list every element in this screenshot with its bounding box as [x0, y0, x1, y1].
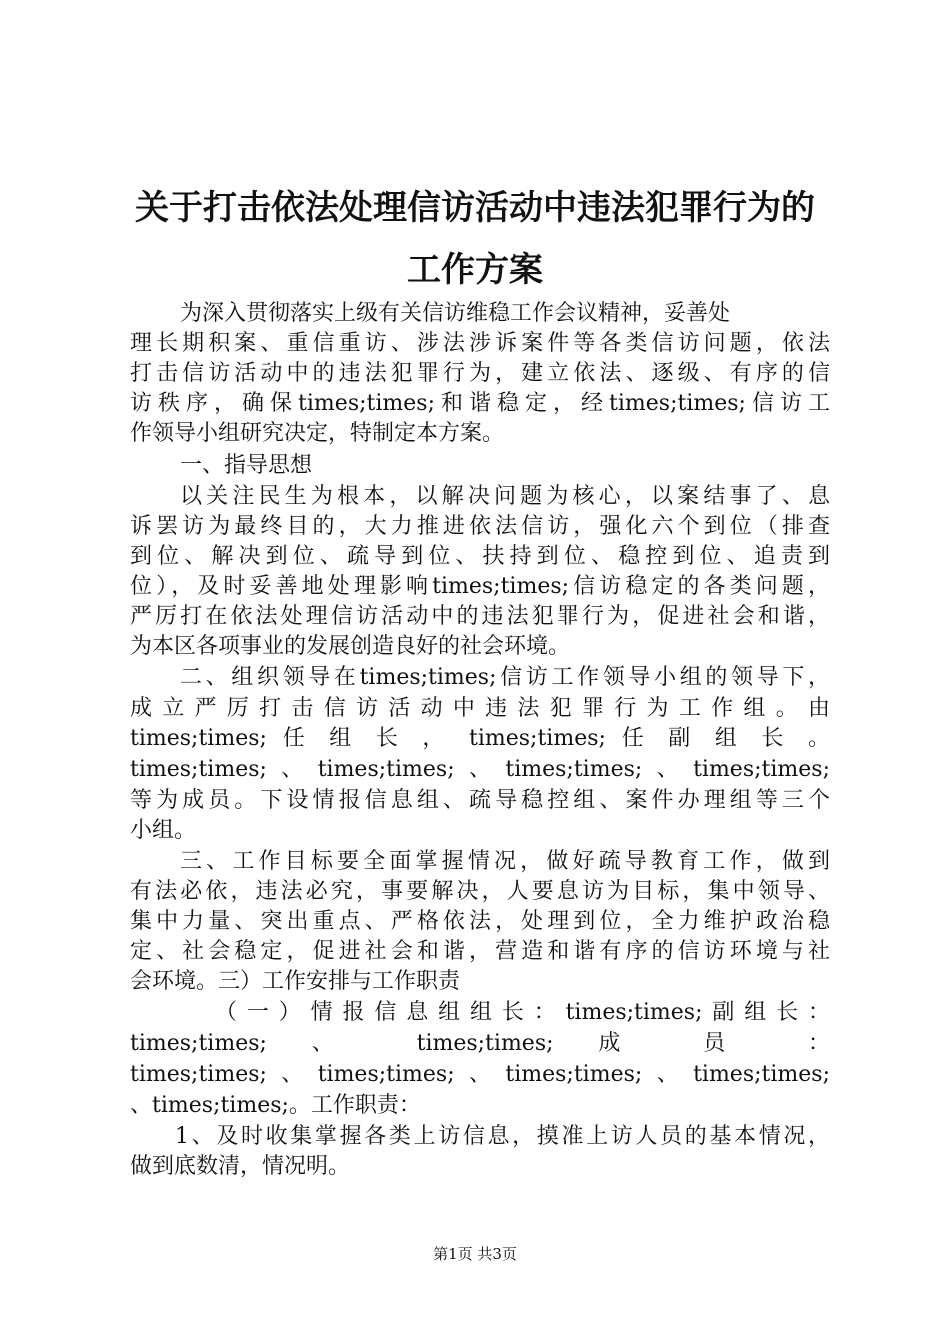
paragraph-line: 、times;times;。工作职责： [130, 1093, 421, 1118]
paragraph-line: 为深入贯彻落实上级有关信访维稳工作会议精神，妥善处 [180, 301, 731, 326]
paragraph-line: 等为成员。下设情报信息组、疏导稳控组、案件办理组等三个 [130, 788, 830, 813]
paragraph-line: 成立严厉打击信访活动中违法犯罪行为工作组。由 [130, 696, 830, 721]
section-heading: 一、指导思想 [180, 453, 313, 478]
paragraph-line: 有法必依，违法必究，事要解决，人要息访为目标，集中领导、 [130, 879, 830, 904]
document-title-line-1: 关于打击依法处理信访活动中违法犯罪行为的 [135, 188, 815, 228]
paragraph-line: 会环境。三）工作安排与工作职责 [130, 969, 461, 994]
page-footer: 第1页 共3页 [433, 1245, 517, 1263]
paragraph-line: （一）情报信息组组长：times;times;副组长： [215, 1000, 830, 1025]
paragraph-line: 打击信访活动中的违法犯罪行为，建立依法、逐级、有序的信 [130, 361, 830, 386]
paragraph-line: 严厉打在依法处理信访活动中的违法犯罪行为，促进社会和谐， [130, 604, 830, 629]
paragraph-line: 理长期积案、重信重访、涉法涉诉案件等各类信访问题，依法 [130, 331, 830, 356]
paragraph-line: 三、工作目标要全面掌握情况，做好疏导教育工作，做到 [180, 849, 830, 874]
paragraph-line: times;times; 、 times;times; 成 员 ： [130, 1031, 830, 1056]
paragraph-line: 小组。 [130, 818, 197, 843]
paragraph-line: 位），及时妥善地处理影响times;times;信访稳定的各类问题， [130, 574, 830, 599]
paragraph-line: 作领导小组研究决定，特制定本方案。 [130, 421, 505, 446]
paragraph-line: times;times;、times;times;、times;times;、times;times; [130, 757, 830, 782]
paragraph-line: times;times; 任 组 长 ， times;times; 任 副 组 长 。 [130, 726, 830, 751]
paragraph-line: 1、及时收集掌握各类上访信息，摸准上访人员的基本情况， [175, 1124, 830, 1149]
paragraph-line: 以关注民生为根本，以解决问题为核心，以案结事了、息 [180, 484, 830, 509]
paragraph-line: 访秩序，确保times;times;和谐稳定，经times;times;信访工 [130, 391, 830, 416]
paragraph-line: 诉罢访为最终目的，大力推进依法信访，强化六个到位（排查 [130, 514, 830, 539]
document-title-line-2: 工作方案 [407, 250, 543, 290]
paragraph-line: 集中力量、突出重点、严格依法，处理到位，全力维护政治稳 [130, 909, 830, 934]
paragraph-line: 定、社会稳定，促进社会和谐，营造和谐有序的信访环境与社 [130, 939, 830, 964]
paragraph-line: 为本区各项事业的发展创造良好的社会环境。 [130, 634, 571, 659]
paragraph-line: times;times;、times;times;、times;times;、times;times; [130, 1062, 830, 1087]
paragraph-line: 到位、解决到位、疏导到位、扶持到位、稳控到位、追责到 [130, 544, 830, 569]
paragraph-line: 二、组织领导在times;times;信访工作领导小组的领导下， [180, 665, 830, 690]
paragraph-line: 做到底数清，情况明。 [130, 1154, 351, 1179]
